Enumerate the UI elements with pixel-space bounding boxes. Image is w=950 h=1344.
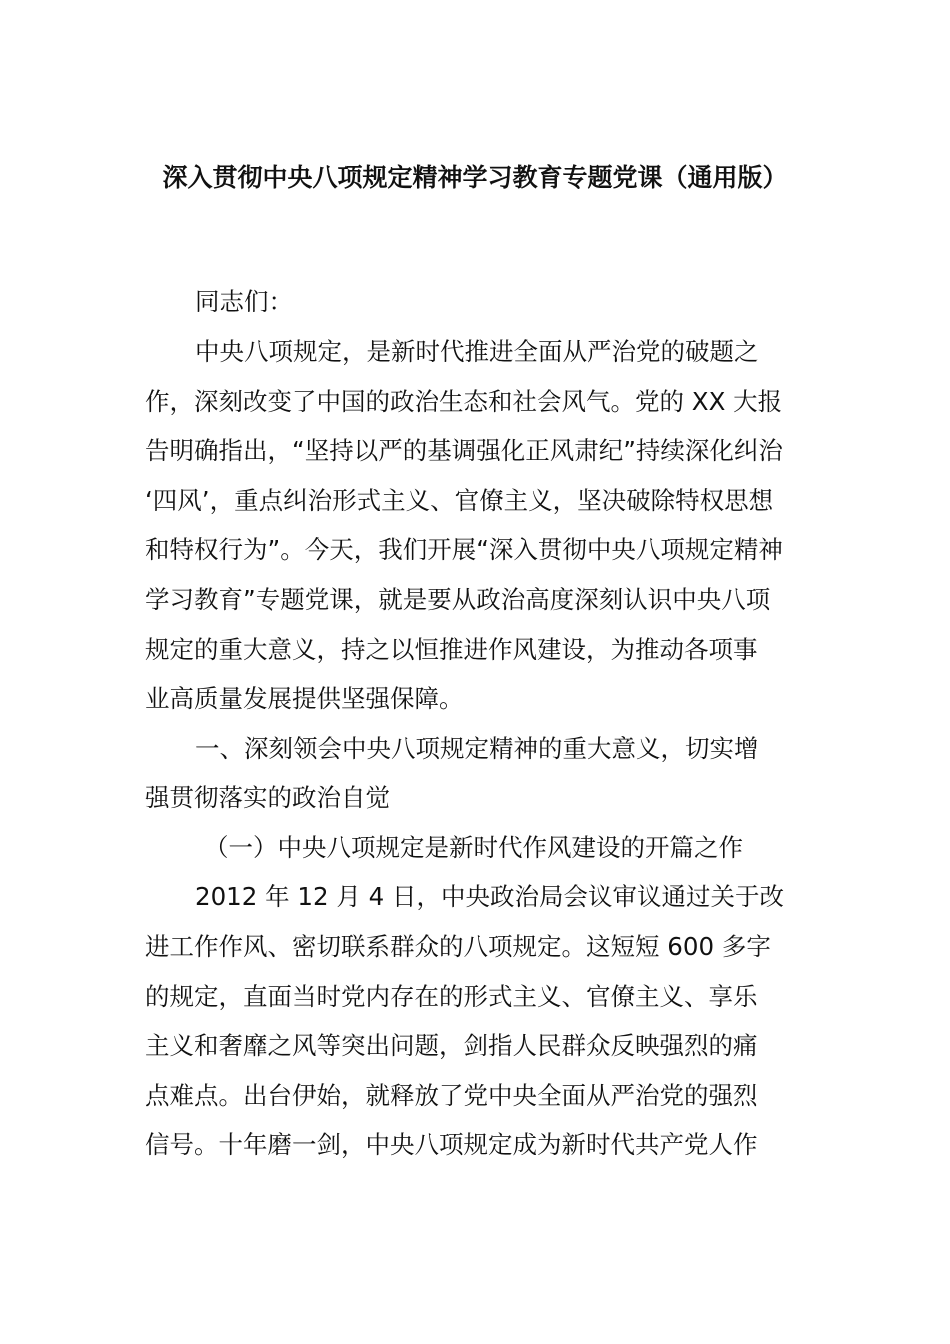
text-line: 告明确指出，“坚持以严的基调强化正风肃纪”持续深化纠治 <box>145 436 783 465</box>
text-line: 的规定，直面当时党内存在的形式主义、官僚主义、享乐 <box>145 982 758 1011</box>
text-line: 规定的重大意义，持之以恒推进作风建设，为推动各项事 <box>145 635 758 664</box>
text-line: 中央八项规定，是新时代推进全面从严治党的破题之 <box>195 337 759 366</box>
text-line: 同志们： <box>195 287 293 316</box>
text-line: 信号。十年磨一剑，中央八项规定成为新时代共产党人作 <box>145 1130 758 1159</box>
document-title: 深入贯彻中央八项规定精神学习教育专题党课（通用版） <box>162 163 788 192</box>
text-line: ‘四风’，重点纠治形式主义、官僚主义，坚决破除特权思想 <box>145 486 774 515</box>
text-line: 进工作作风、密切联系群众的八项规定。这短短 600 多字 <box>145 932 771 961</box>
text-line: 业高质量发展提供坚强保障。 <box>145 684 464 713</box>
subsection-heading: （一）中央八项规定是新时代作风建设的开篇之作 <box>204 833 743 862</box>
section-heading-line: 强贯彻落实的政治自觉 <box>145 783 390 812</box>
section-heading-line: 一、深刻领会中央八项规定精神的重大意义，切实增 <box>195 734 759 763</box>
text-line: 主义和奢靡之风等突出问题，剑指人民群众反映强烈的痛 <box>145 1031 758 1060</box>
text-line: 和特权行为”。今天，我们开展“深入贯彻中央八项规定精神 <box>145 535 783 564</box>
text-line: 2012 年 12 月 4 日，中央政治局会议审议通过关于改 <box>195 882 785 911</box>
text-line: 学习教育”专题党课，就是要从政治高度深刻认识中央八项 <box>145 585 771 614</box>
text-line: 作，深刻改变了中国的政治生态和社会风气。党的 XX 大报 <box>145 387 783 416</box>
text-line: 点难点。出台伊始，就释放了党中央全面从严治党的强烈 <box>145 1081 758 1110</box>
